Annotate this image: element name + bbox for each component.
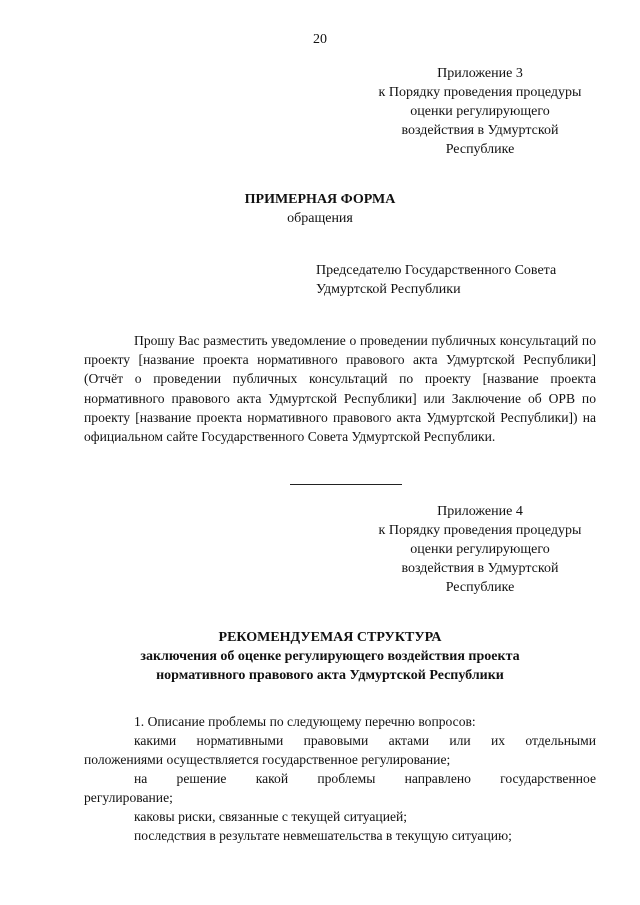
- appendix-4-line: к Порядку проведения процедуры: [378, 523, 582, 538]
- request-paragraph: [84, 331, 596, 446]
- structure-subtitle-line: заключения об оценке регулирующего воздействия проекта: [140, 649, 520, 664]
- request-text: Прошу Вас разместить уведомление о проведении публичных консультаций по проекту [название проекта нормативного правового акта Удмуртской Республики] (Отчёт о проведении публичных консультаций по проекту [название проекта нормативного правового акта Удмуртской Республики] или Заключение об ОРВ по проекту [название проекта нормативного правового акта Удмуртской Республики]) на официальном сайте Государственного Совета Удмуртской Республики.: [84, 333, 596, 445]
- page-number: 20: [313, 32, 327, 47]
- addressee: [316, 261, 616, 299]
- appendix-3-line: оценки регулирующего: [410, 104, 550, 119]
- appendix-4-line: Республике: [445, 580, 515, 595]
- form-title: ПРИМЕРНАЯ ФОРМА: [244, 192, 396, 207]
- question-line: на решение какой проблемы направлено государственное: [134, 771, 596, 786]
- structure-subtitle-line: нормативного правового акта Удмуртской Республики: [156, 668, 504, 683]
- appendix-4-line: Приложение 4: [437, 504, 523, 519]
- addressee-line: Председателю Государственного Совета: [316, 263, 557, 278]
- question-line: какими нормативными правовыми актами или их отдельными: [134, 733, 596, 748]
- question-line: положениями осуществляется государственное регулирование;: [84, 752, 451, 767]
- appendix-4-line: воздействия в Удмуртской: [401, 561, 559, 576]
- appendix-3-line: воздействия в Удмуртской: [401, 123, 559, 138]
- appendix-3-line: к Порядку проведения процедуры: [378, 85, 582, 100]
- appendix-3-header: [360, 64, 600, 159]
- question-line: каковы риски, связанные с текущей ситуацией;: [134, 809, 408, 824]
- appendix-4-header: [360, 502, 600, 597]
- addressee-line: Удмуртской Республики: [316, 282, 461, 297]
- list-item-1: 1. Описание проблемы по следующему перечню вопросов:: [134, 714, 476, 729]
- appendix-4-line: оценки регулирующего: [410, 542, 550, 557]
- form-subtitle: обращения: [287, 211, 353, 226]
- section-divider: [290, 484, 402, 485]
- question-line: регулирование;: [84, 790, 173, 805]
- structure-list: [84, 712, 596, 845]
- appendix-3-line: Республике: [445, 142, 515, 157]
- appendix-3-line: Приложение 3: [437, 66, 523, 81]
- structure-title: РЕКОМЕНДУЕМАЯ СТРУКТУРА: [218, 630, 442, 645]
- question-line: последствия в результате невмешательства в текущую ситуацию;: [134, 828, 512, 843]
